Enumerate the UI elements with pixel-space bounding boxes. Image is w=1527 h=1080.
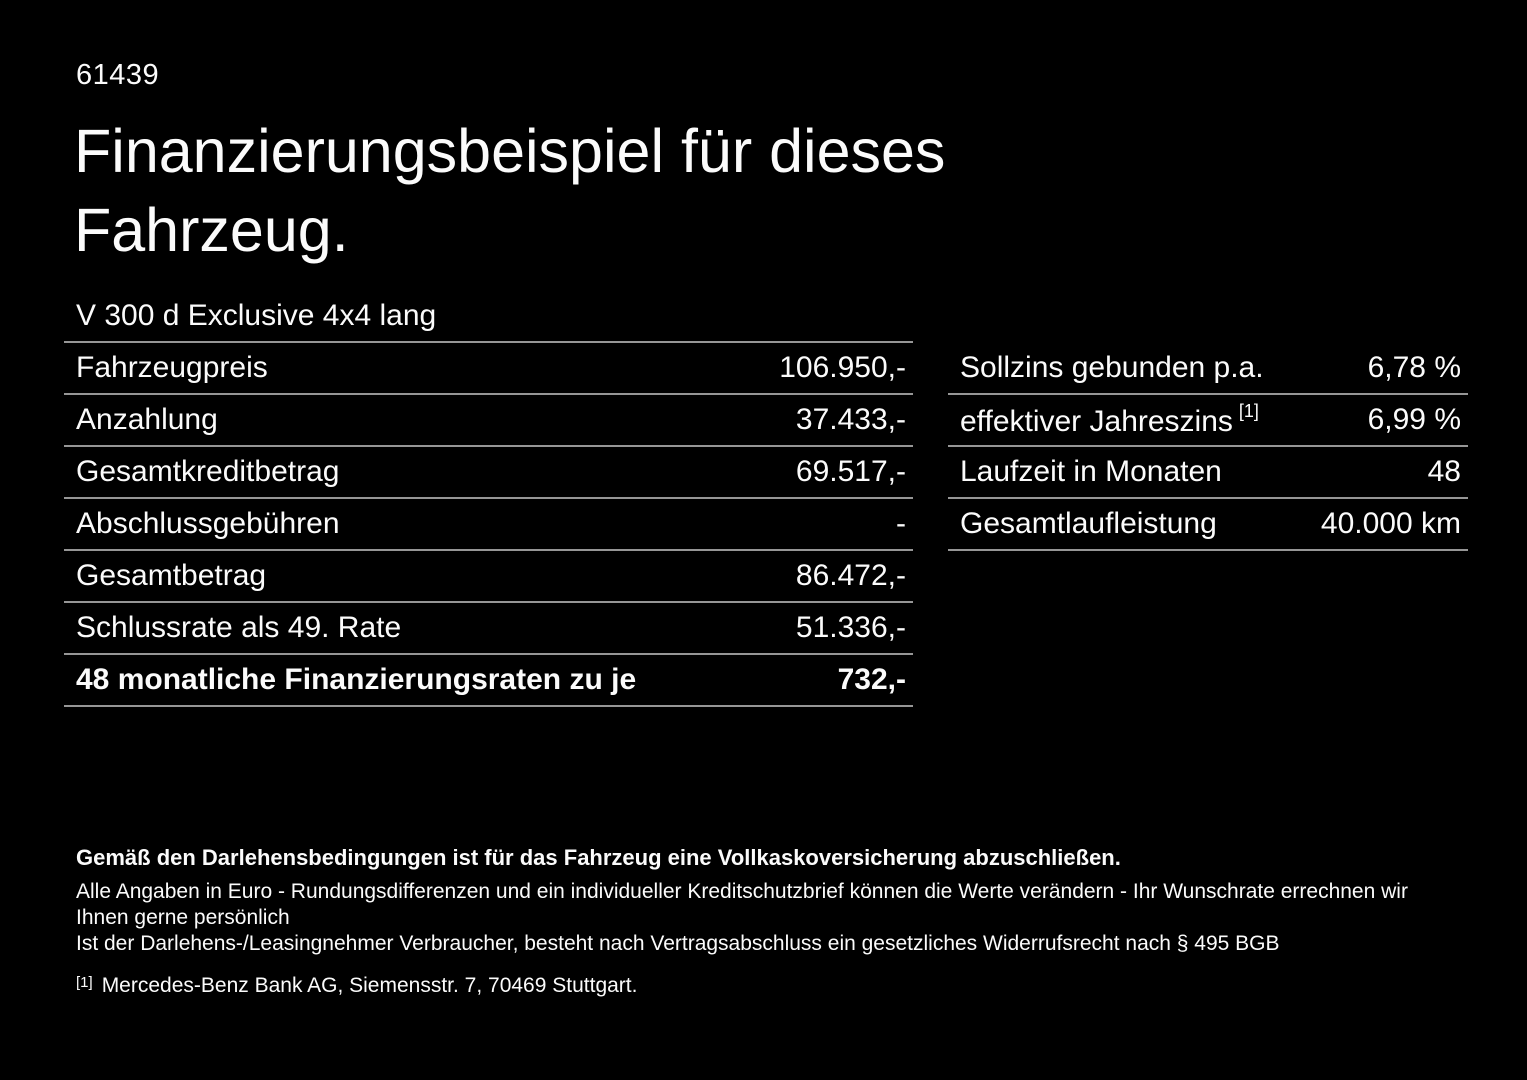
row-value: 86.472,- xyxy=(795,559,906,592)
footnote xyxy=(76,970,1466,999)
row-label: Schlussrate als 49. Rate xyxy=(76,611,402,644)
table-row xyxy=(948,395,1468,447)
row-value: 40.000 km xyxy=(1320,507,1461,540)
row-value: 106.950,- xyxy=(779,351,906,384)
row-label: Abschlussgebühren xyxy=(76,507,340,540)
finance-table xyxy=(64,341,913,707)
row-value: 732,- xyxy=(837,663,906,696)
row-label: Sollzins gebunden p.a. xyxy=(960,351,1264,384)
row-label: Gesamtlaufleistung xyxy=(960,507,1217,540)
row-value: 69.517,- xyxy=(795,455,906,488)
conditions-table xyxy=(948,341,1468,551)
row-value: 48 xyxy=(1427,455,1461,488)
row-label: Gesamtkreditbetrag xyxy=(76,455,340,488)
table-row xyxy=(948,447,1468,499)
row-value: 37.433,- xyxy=(795,403,906,436)
row-label: Gesamtbetrag xyxy=(76,559,267,592)
footer xyxy=(76,845,1466,999)
vehicle-model: V 300 d Exclusive 4x4 lang xyxy=(76,299,437,332)
footnote-text: Mercedes-Benz Bank AG, Siemensstr. 7, 70469 Stuttgart. xyxy=(101,974,638,997)
row-label: Laufzeit in Monaten xyxy=(960,455,1222,488)
table-row xyxy=(948,343,1468,395)
row-value: 51.336,- xyxy=(795,611,906,644)
table-row xyxy=(64,395,913,447)
table-row xyxy=(64,551,913,603)
row-value: 6,78 % xyxy=(1367,351,1461,384)
row-label: Fahrzeugpreis xyxy=(76,351,268,384)
rounding-note: Alle Angaben in Euro - Rundungsdifferenzen und ein individueller Kreditschutzbrief können die Werte verändern - Ihr Wunschrate errechnen wir Ihnen gerne persönlich xyxy=(76,880,1408,929)
table-row xyxy=(948,499,1468,551)
row-value: - xyxy=(896,507,906,540)
row-label: effektiver Jahreszins [1] xyxy=(960,401,1259,438)
row-label: Anzahlung xyxy=(76,403,218,436)
row-label: 48 monatliche Finanzierungsraten zu je xyxy=(76,663,637,696)
footnote-marker: [1] xyxy=(76,974,93,991)
footnote-ref: [1] xyxy=(1238,401,1259,421)
table-row xyxy=(64,343,913,395)
row-value: 6,99 % xyxy=(1367,403,1461,436)
page-title: Finanzierungsbeispiel für dieses Fahrzeug. xyxy=(74,117,946,264)
table-row xyxy=(64,603,913,655)
insurance-note: Gemäß den Darlehensbedingungen ist für das Fahrzeug eine Vollkaskoversicherung abzuschließen. xyxy=(76,845,1121,870)
table-row xyxy=(64,655,913,707)
table-row xyxy=(64,499,913,551)
table-row xyxy=(64,447,913,499)
withdrawal-note: Ist der Darlehens-/Leasingnehmer Verbraucher, besteht nach Vertragsabschluss ein gesetzliches Widerrufsrecht nach § 495 BGB xyxy=(76,932,1280,955)
doc-number: 61439 xyxy=(76,59,160,91)
